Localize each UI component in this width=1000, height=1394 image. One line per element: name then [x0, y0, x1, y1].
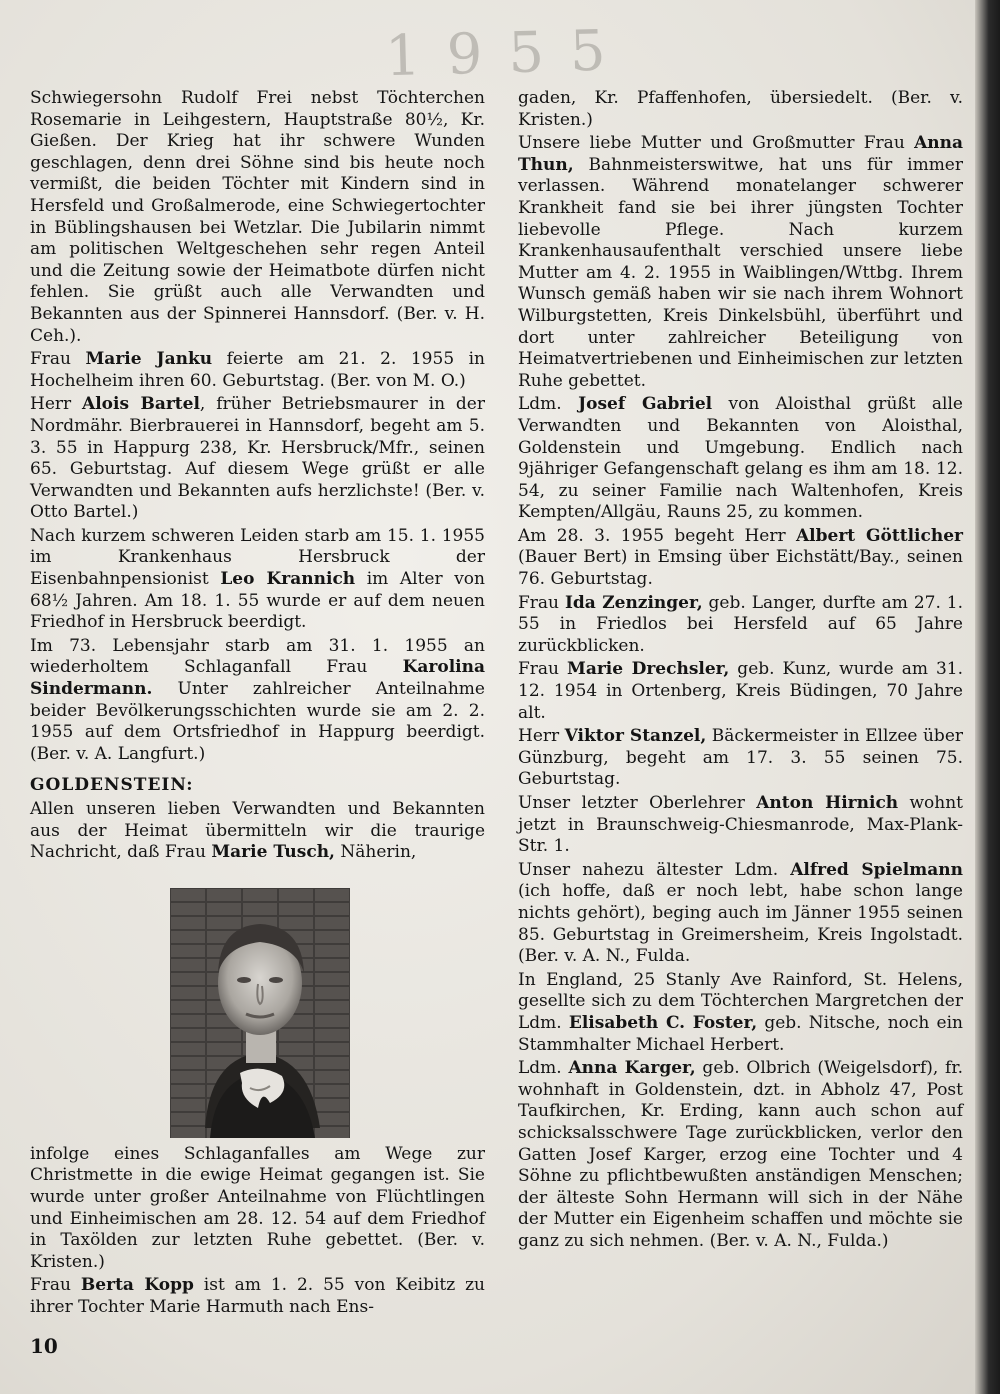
paragraph-janku: Frau Marie Janku feierte am 21. 2. 1955 in Hochelheim ihren 60. Geburtstag. (Ber. von M. O.) — [30, 349, 485, 391]
paragraph-kopp: Frau Berta Kopp ist am 1. 2. 55 von Keibitz zu ihrer Tochter Marie Harmuth nach Ens- — [30, 1275, 485, 1317]
paragraph-goettlicher: Am 28. 3. 1955 begeht Herr Albert Göttlicher (Bauer Bert) in Emsing über Eichstätt/Bay., seinen 76. Geburtstag. — [518, 525, 963, 590]
paragraph-krannich: Nach kurzem schweren Leiden starb am 15. 1. 1955 im Krankenhaus Hersbruck der Eisenbahnpensionist Leo Krannich im Alter von 68½ Jahren. Am 18. 1. 55 wurde er auf dem neuen Friedhof in Hersbruck beerdigt. — [30, 525, 485, 633]
paragraph-spielmann: Unser nahezu ältester Ldm. Alfred Spielmann (ich hoffe, daß er noch lebt, habe schon lange nichts gehört), beging auch im Jänner 1955 seinen 85. Geburtstag in Greimersheim, Kreis Ingolstadt. (Ber. v. A. N., Fulda. — [518, 859, 963, 967]
portrait-photo — [170, 888, 350, 1138]
paragraph-tusch: Allen unseren lieben Verwandten und Bekannten aus der Heimat übermitteln wir die traurige Nachricht, daß Frau Marie Tusch, Näherin, — [30, 799, 485, 863]
person-name: Alfred Spielmann — [790, 859, 963, 880]
paragraph-zenzinger: Frau Ida Zenzinger, geb. Langer, durfte am 27. 1. 55 in Friedlos bei Hersfeld auf 65 Jahre zurückblicken. — [518, 592, 963, 656]
person-name: Marie Drechsler, — [567, 659, 730, 680]
paragraph-frei: Schwiegersohn Rudolf Frei nebst Töchterchen Rosemarie in Leihgestern, Hauptstraße 80½, Kr. Gießen. Der Krieg hat ihr schwere Wunden geschlagen, denn drei Söhne sind bis heute noch vermißt, die beiden Töchter mit Kindern sind in Hersfeld und Großalmerode, eine Schwiegertochter in Büblingshausen bei Wetzlar. Die Jubilarin nimmt am politischen Weltgeschehen sehr regen Anteil und die Zeitung sowie der Heimatbote dürfen nicht fehlen. Sie grüßt auch alle Verwandten und Bekannten aus der Spinnerei Hannsdorf. (Ber. v. H. Ceh.). — [30, 88, 485, 346]
portrait-area — [30, 870, 485, 1144]
person-name: Albert Göttlicher — [795, 525, 963, 546]
paragraph-gabriel: Ldm. Josef Gabriel von Aloisthal grüßt alle Verwandten und Bekannten von Aloisthal, Goldenstein und Umgebung. Endlich nach 9jähriger Gefangenschaft gelang es ihm am 18. 12. 54, zu seiner Familie nach Waltenhofen, Kreis Kempten/Allgäu, Rauns 25, zu kommen. — [518, 394, 963, 523]
person-name: Anna Thun, — [518, 133, 963, 175]
person-name: Elisabeth C. Foster, — [568, 1012, 758, 1033]
person-name: Leo Krannich — [220, 569, 356, 590]
paragraph-foster: In England, 25 Stanly Ave Rainford, St. Helens, gesellte sich zu dem Töchterchen Margretchen der Ldm. Elisabeth C. Foster, geb. Nitsche, noch ein Stammhalter Michael Herbert. — [518, 969, 964, 1055]
person-name: Ida Zenzinger, — [564, 592, 703, 613]
person-name: Anna Karger, — [568, 1058, 696, 1079]
date-stamp: 1955 — [384, 17, 633, 90]
person-name: Anton Hirnich — [756, 793, 899, 813]
person-name: Marie Janku — [85, 349, 213, 370]
section-heading-goldenstein: GOLDENSTEIN: — [30, 775, 194, 796]
person-name: Viktor Stanzel, — [564, 726, 707, 747]
paragraph-karger: Ldm. Anna Karger, geb. Olbrich (Weigelsdorf), fr. wohnhaft in Goldenstein, dzt. in Abholz 47, Post Taufkirchen, Kr. Erding, kann auch schon auf schicksalsschwere Tage zurückblicken, verlor den Gatten Josef Karger, erzog eine Tochter und 4 Söhne zu pflichtbewußten anständigen Menschen; der älteste Sohn Hermann will sich in der Nähe der Mutter ein Eigenheim schaffen und möchte sie ganz zu sich nehmen. (Ber. v. A. N., Fulda.) — [518, 1058, 963, 1251]
paragraph-drechsler: Frau Marie Drechsler, geb. Kunz, wurde am 31. 12. 1954 in Ortenberg, Kreis Büdingen, 70 Jahre alt. — [518, 659, 963, 723]
paragraph-stanzel: Herr Viktor Stanzel, Bäckermeister in Ellzee über Günzburg, begeht am 17. 3. 55 seinen 75. Geburtstag. — [518, 726, 964, 790]
portrait-image — [170, 888, 350, 1138]
paragraph-tusch-continued: infolge eines Schlaganfalles am Wege zur Christmette in die ewige Heimat gegangen ist. Sie wurde unter großer Anteilnahme von Flüchtlingen und Einheimischen am 28. 12. 54 auf dem Friedhof in Taxölden zur letzten Ruhe gebettet. (Ber. v. Kristen.) — [30, 1143, 485, 1272]
paragraph-sindermann: Im 73. Lebensjahr starb am 31. 1. 1955 an wiederholtem Schlaganfall Frau Karolina Sindermann. Unter zahlreicher Anteilnahme beider Bevölkerungsschichten wurde sie am 2. 2. 1955 auf dem Ortsfriedhof in Happurg beerdigt. (Ber. v. A. Langfurt.) — [30, 635, 485, 764]
page-number: 10 — [30, 1334, 58, 1358]
paragraph-hirnich: Unser letzter Oberlehrer Anton Hirnich wohnt jetzt in Braunschweig-Chiesmanrode, Max-Plank-Str. 1. — [518, 793, 964, 857]
page-edge-shadow — [975, 0, 1000, 1394]
left-column — [30, 88, 485, 1319]
person-name: Karolina Sindermann. — [30, 657, 485, 700]
person-name: Berta Kopp — [80, 1275, 194, 1296]
paragraph-thun: Unsere liebe Mutter und Großmutter Frau Anna Thun, Bahnmeisterswitwe, hat uns für immer verlassen. Während monatelanger schwerer Krankheit fand sie bei ihrer jüngsten Tochter liebevolle Pflege. Nach kurzem Krankenhausaufenthalt verschied unsere liebe Mutter am 4. 2. 1955 in Waiblingen/Wttbg. Ihrem Wunsch gemäß haben wir sie nach ihrem Wohnort Wilburgstetten, Kreis Dinkelsbühl, überführt und dort unter zahlreicher Beteiligung von Heimatvertriebenen und Einheimischen zur letzten Ruhe gebettet. — [518, 133, 963, 391]
person-name: Marie Tusch, — [211, 842, 335, 863]
right-column — [518, 88, 963, 1252]
person-name: Alois Bartel — [82, 394, 200, 415]
paragraph-kopp-continued: gaden, Kr. Pfaffenhofen, übersiedelt. (Ber. v. Kristen.) — [518, 88, 963, 130]
person-name: Josef Gabriel — [578, 394, 713, 415]
paragraph-bartel: Herr Alois Bartel, früher Betriebsmaurer in der Nordmähr. Bierbrauerei in Hannsdorf, begeht am 5. 3. 55 in Happurg 238, Kr. Hersbruck/Mfr., seinen 65. Geburtstag. Auf diesem Wege grüßt er alle Verwandten und Bekannten aufs herzlichste! (Ber. v. Otto Bartel.) — [30, 394, 485, 523]
